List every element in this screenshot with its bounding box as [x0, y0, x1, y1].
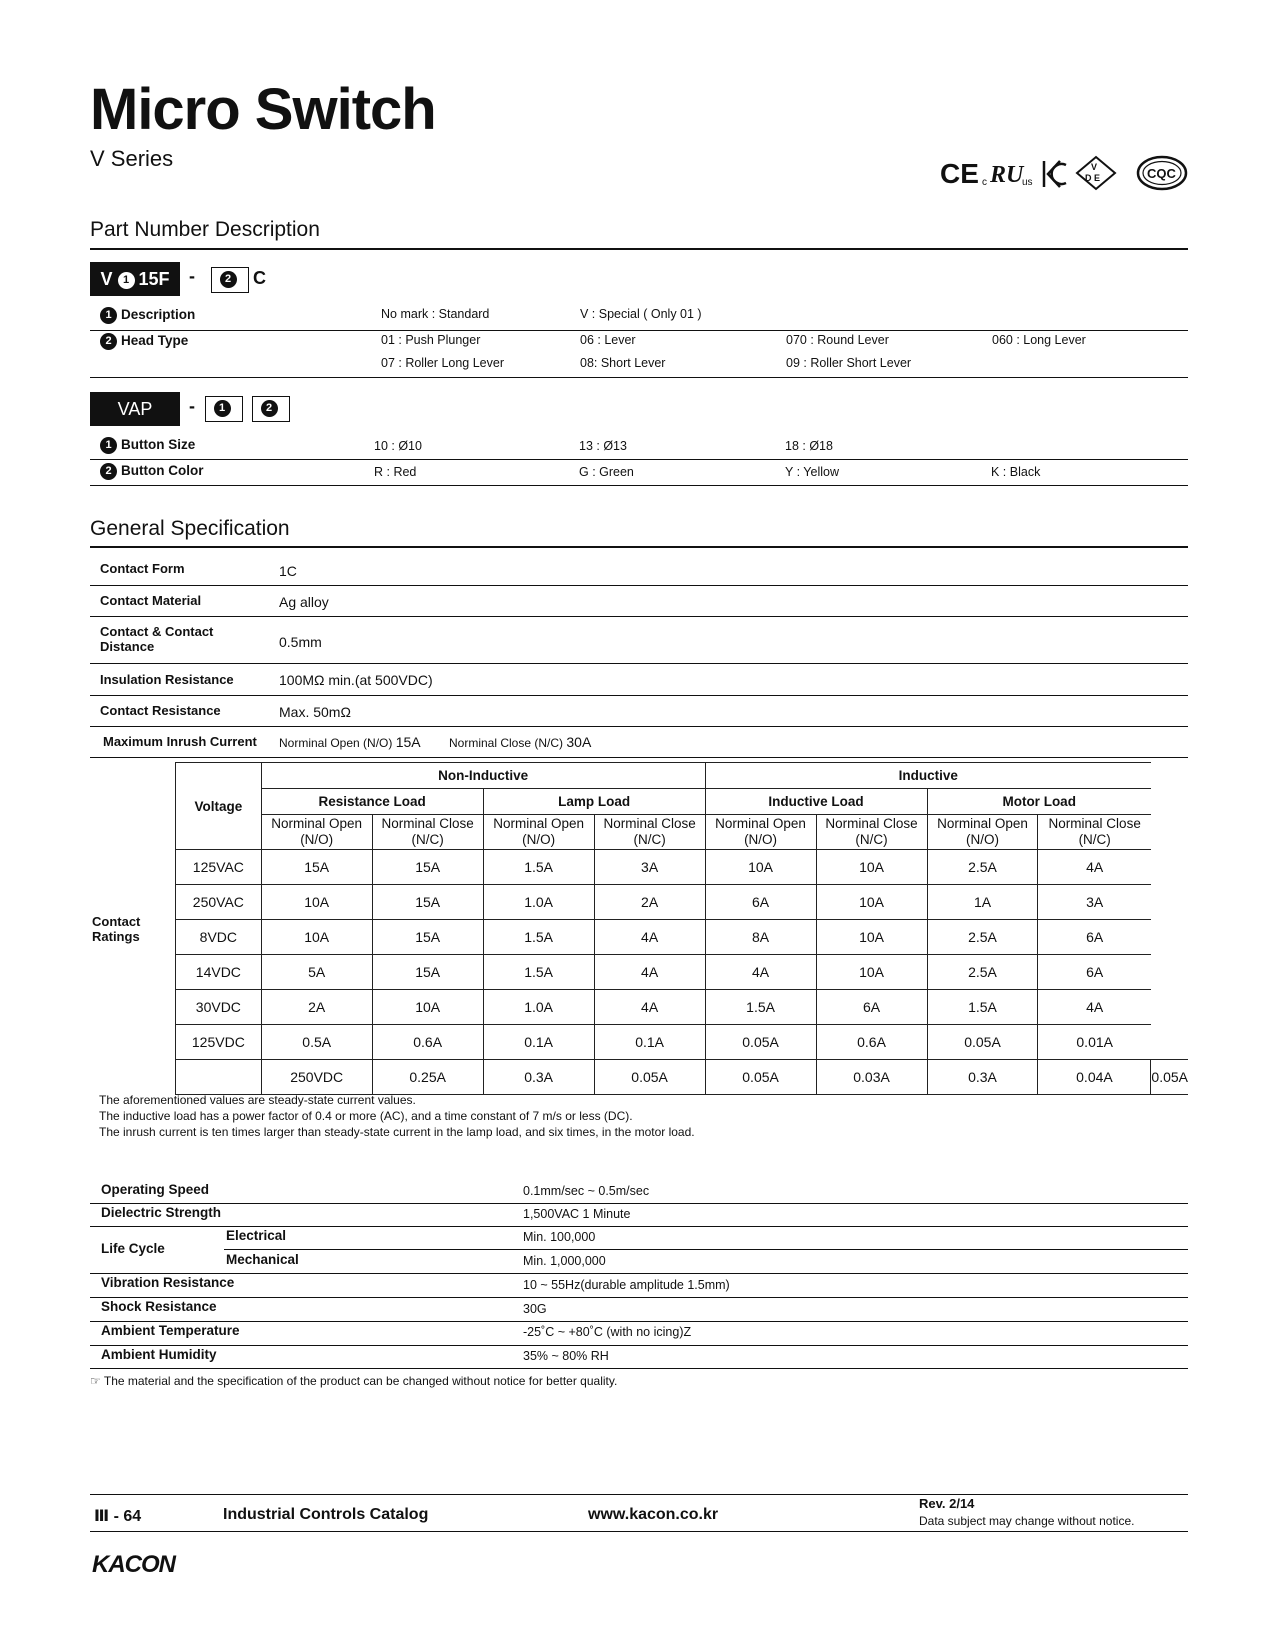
row-description-label: 1 Description — [100, 307, 195, 324]
contact-ratings-table: Contact Ratings Voltage Non-Inductive Inductive Resistance Load Lamp Load Inductive Load Motor Load Norminal Open (N/O) Norminal Close (N/C) Norminal Open (N/O) Norminal Close (N/C) Norminal Open (N/O) Norminal Close (N/C) Norminal Open (N/O) Norminal Close (N/C) 125VAC 15A 15A 1.5A 3A 10A 10A 2.5A 4A 250VAC 10A 15A 1.0A 2A 6A 10A 1A 3A 8VDC 10A 15A 1.5A 4A 8A 10A 2.5A 6A 14VDC 5A 15A 1.5A 4A 4A 10A 2.5A 6A 30VDC 2A 10A 1.0A 4A 1.5A 6A 1.5A 4A 125VDC 0.5A 0.6A 0.1A 0.1A 0.05A 0.6A 0.05A 0.01A 250VDC 0.25A 0.3A 0.05A 0.05A 0.03A 0.3A 0.04A 0.05A — [90, 762, 1188, 1095]
option-box-2 — [252, 396, 290, 422]
inductive-header: Inductive — [705, 763, 1151, 789]
website-link[interactable]: www.kacon.co.kr — [588, 1506, 719, 1523]
svg-text:D E: D E — [1085, 173, 1101, 183]
page-number: Ⅲ - 64 — [94, 1508, 142, 1525]
number-2-icon: 2 — [261, 400, 278, 417]
svg-text:RU: RU — [990, 162, 1024, 188]
ul-mark-icon — [982, 162, 1033, 188]
revision: Rev. 2/14 — [919, 1496, 975, 1511]
table-row: 125VDC 0.5A 0.6A 0.1A 0.1A 0.05A 0.6A 0.05A 0.01A — [90, 1025, 1188, 1060]
disclaimer: Data subject may change without notice. — [919, 1514, 1135, 1528]
table-row: 8VDC 10A 15A 1.5A 4A 8A 10A 2.5A 6A — [90, 920, 1188, 955]
svg-text:V: V — [1091, 162, 1098, 172]
table-row: 250VDC 0.25A 0.3A 0.05A 0.05A 0.03A 0.3A 0.04A 0.05A — [90, 1060, 1188, 1095]
table-row: 250VAC 10A 15A 1.0A 2A 6A 10A 1A 3A — [90, 885, 1188, 920]
kacon-logo: KACON — [92, 1551, 175, 1578]
contact-ratings-label: Contact Ratings — [90, 763, 176, 1095]
number-1-icon: 1 — [118, 272, 135, 289]
svg-text:CE: CE — [940, 158, 979, 189]
page-subtitle: V Series — [90, 146, 174, 171]
row-button-color-label: 2 Button Color — [100, 463, 203, 480]
table-row: 125VAC 15A 15A 1.5A 3A 10A 10A 2.5A 4A — [90, 850, 1188, 885]
svg-text:c: c — [982, 177, 987, 188]
certification-marks — [940, 153, 1188, 193]
table-row: 14VDC 5A 15A 1.5A 4A 4A 10A 2.5A 6A — [90, 955, 1188, 990]
kc-mark-icon — [1044, 161, 1066, 187]
section-rule — [90, 248, 1188, 250]
table-row: 30VDC 2A 10A 1.0A 4A 1.5A 6A 1.5A 4A — [90, 990, 1188, 1025]
section-rule — [90, 546, 1188, 548]
page-title: Micro Switch — [90, 77, 436, 142]
ce-mark-icon — [940, 158, 979, 189]
part-number-heading: Part Number Description — [90, 218, 320, 241]
general-spec-heading: General Specification — [90, 517, 290, 540]
voltage-header: Voltage — [176, 763, 262, 850]
option-box-1 — [205, 396, 243, 422]
svg-text:CQC: CQC — [1147, 166, 1176, 181]
part-code-v15f: V 1 15F — [90, 262, 180, 296]
vde-mark-icon — [1077, 157, 1115, 189]
svg-text:us: us — [1022, 177, 1033, 188]
row-button-size-label: 1 Button Size — [100, 437, 195, 454]
part-code-vap: VAP — [90, 392, 180, 426]
number-1-icon: 1 — [214, 400, 231, 417]
catalog-name: Industrial Controls Catalog — [223, 1506, 429, 1523]
cqc-mark-icon — [1138, 157, 1186, 189]
non-inductive-header: Non-Inductive — [261, 763, 705, 789]
quality-footnote: ☞ The material and the specification of the product can be changed without notice for better quality. — [90, 1374, 618, 1388]
row-head-type-label: 2 Head Type — [100, 333, 188, 350]
number-2-icon: 2 — [220, 271, 237, 288]
option-box-2 — [211, 267, 249, 293]
